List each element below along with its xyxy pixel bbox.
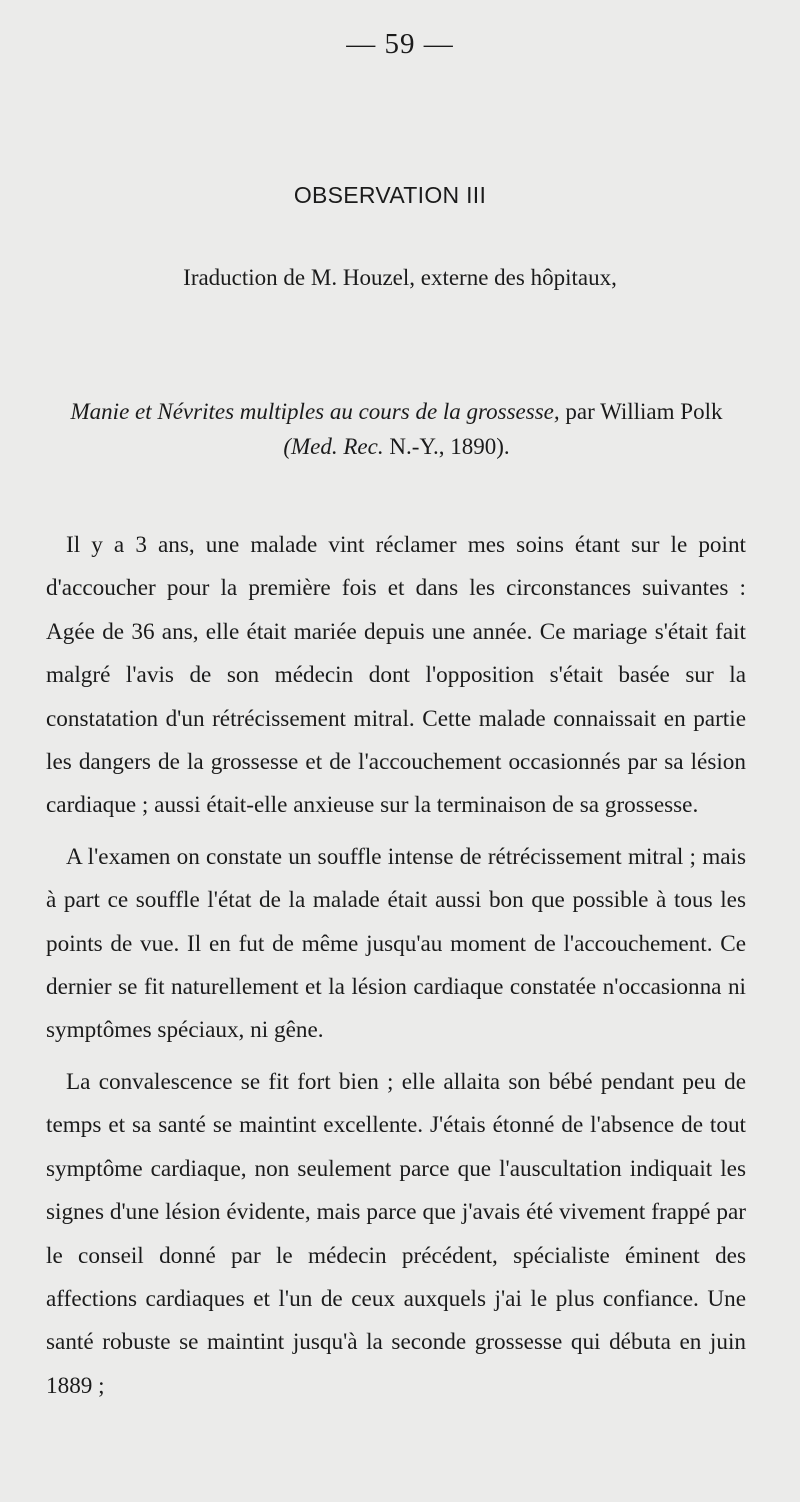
- observation-heading: OBSERVATION III: [293, 182, 487, 208]
- source-author: par William Polk: [565, 399, 723, 424]
- source-citation: [44, 394, 749, 464]
- translator-line: Iraduction de M. Houzel, externe des hôpitaux,: [183, 265, 617, 290]
- source-journal: (Med. Rec.: [283, 434, 384, 459]
- paragraph: A l'examen on constate un souffle intense de rétrécissement mitral ; mais à part ce souffle l'état de la malade était aussi bon que possible à tous les points de vue. Il en fut de même jusqu'au moment de l'accouchement. Ce dernier se fit naturellement et la lésion cardiaque constatée n'occasionna ni symptômes spéciaux, ni gêne.: [46, 843, 746, 1044]
- source-journal-detail: N.-Y., 1890).: [389, 434, 510, 459]
- source-title: Manie et Névrites multiples au cours de la grossesse,: [70, 399, 560, 424]
- page-number: — 59 —: [346, 28, 454, 60]
- paragraph: Il y a 3 ans, une malade vint réclamer mes soins étant sur le point d'accoucher pour la première fois et dans les circonstances suivantes : Agée de 36 ans, elle était mariée depuis une année. Ce mariage s'était fait malgré l'avis de son médecin dont l'opposition s'était basée sur la constatation d'un rétrécissement mitral. Cette malade connaissait en partie les dangers de la grossesse et de l'accouchement occasionnés par sa lésion cardiaque ; aussi était-elle anxieuse sur la terminaison de sa grossesse.: [46, 532, 746, 819]
- body-text: [46, 524, 746, 1416]
- paragraph: La convalescence se fit fort bien ; elle allaita son bébé pendant peu de temps et sa santé se maintint excellente. J'étais étonné de l'absence de tout symptôme cardiaque, non seulement parce que l'auscultation indiquait les signes d'une lésion évidente, mais parce que j'avais été vivement frappé par le conseil donné par le médecin précédent, spécialiste éminent des affections cardiaques et l'un de ceux auxquels j'ai le plus confiance. Une santé robuste se maintint jusqu'à la seconde grossesse qui débuta en juin 1889 ;: [46, 1068, 746, 1399]
